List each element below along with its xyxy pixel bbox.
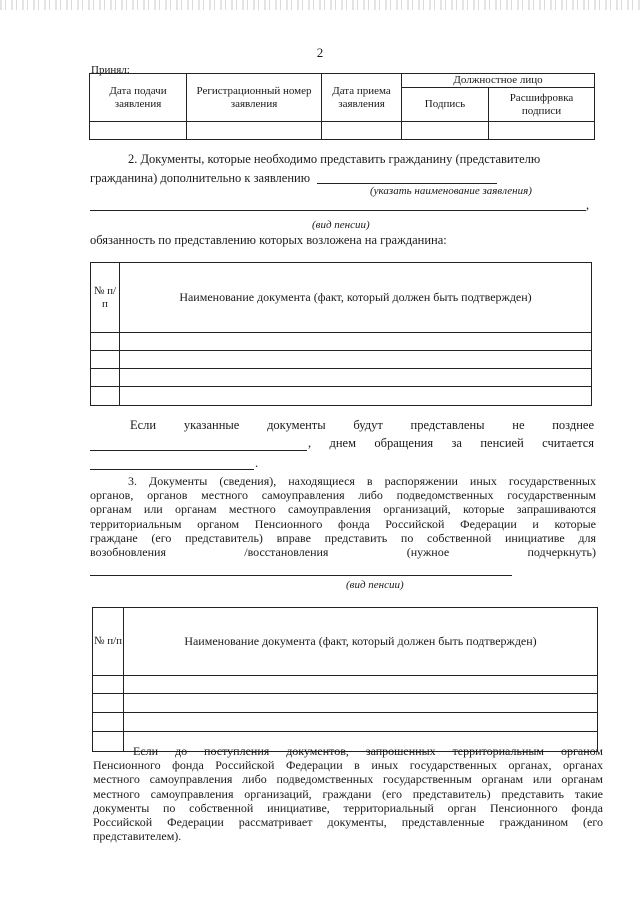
section2-line1: 2. Документы, которые необходимо представить гражданину (представителю xyxy=(128,152,541,166)
table-row xyxy=(120,369,592,387)
hint-pension-1: (вид пенсии) xyxy=(312,219,370,231)
col-doc-name: Наименование документа (факт, который должен быть подтвержден) xyxy=(120,263,592,333)
cell-empty xyxy=(402,122,489,140)
section2-line2: гражданина) дополнительно к заявлению xyxy=(90,171,311,185)
section2-line3: обязанность по представлению которых возложена на гражданина: xyxy=(90,233,447,247)
table-row xyxy=(93,713,124,732)
col-signature-decode: Расшифровка подписи xyxy=(489,88,595,122)
col-num: № п/п xyxy=(91,263,120,333)
table-row xyxy=(120,387,592,406)
application-blank xyxy=(317,183,497,184)
col-doc-name: Наименование документа (факт, который должен быть подтвержден) xyxy=(124,608,598,676)
if-paragraph-line1: Если указанные документы будут представлены не позднее xyxy=(130,418,595,432)
col-num: № п/п xyxy=(93,608,124,676)
hint-application: (указать наименование заявления) xyxy=(370,185,532,197)
col-signature: Подпись xyxy=(402,88,489,122)
comma: , xyxy=(586,198,590,212)
date-blank xyxy=(90,450,307,451)
acceptance-table xyxy=(89,73,595,140)
table-row xyxy=(93,694,124,713)
accepted-label: Принял: xyxy=(91,64,130,76)
documents-table-1 xyxy=(90,262,592,406)
col-reg-number: Регистрационный номер заявления xyxy=(187,74,322,122)
col-official: Должностное лицо xyxy=(402,74,595,88)
table-row xyxy=(120,333,592,351)
table-row xyxy=(124,676,598,694)
table-row xyxy=(91,351,120,369)
table-row xyxy=(124,713,598,732)
cell-empty xyxy=(90,122,187,140)
table-row xyxy=(91,387,120,406)
table-row xyxy=(120,351,592,369)
table-row xyxy=(91,369,120,387)
col-date-accept: Дата приема заявления xyxy=(322,74,402,122)
table-row xyxy=(91,333,120,351)
scan-noise xyxy=(0,0,640,10)
if-tail: . xyxy=(255,456,259,470)
pension-blank xyxy=(90,210,586,211)
col-date-submit: Дата подачи заявления xyxy=(90,74,187,122)
cell-empty xyxy=(489,122,595,140)
page-number: 2 xyxy=(316,45,324,60)
final-paragraph: Если до поступления документов, запрошенных территориальным органом Пенсионного фонда Российской Федерации в иных государственных органах, органах местного самоуправления либо подведомственных государственным органам или органам местного самоуправления организаций, граждани (его представитель) представить такие документы по собственной инициативе, территориальный орган Пенсионного фонда Российской Федерации рассматривает документы, представленные гражданином (его представителем). xyxy=(93,744,603,844)
section3-paragraph: 3. Документы (сведения), находящиеся в распоряжении иных государственных органов, органов местного самоуправления либо подведомственных государственным органам или органам местного самоуправления организаций, которые запрашиваются территориальным органом Пенсионного фонда Российской Федерации и которые граждане (его представитель) вправе представить по собственной инициативе для возобновления /восстановления (нужное подчеркнуть) xyxy=(90,474,596,560)
cell-empty xyxy=(187,122,322,140)
if-paragraph-line2: , днем обращения за пенсией считается xyxy=(308,436,595,450)
table-row xyxy=(124,694,598,713)
date-blank-2 xyxy=(90,469,254,470)
pension-blank-2 xyxy=(90,575,512,576)
documents-table-2 xyxy=(92,607,598,752)
hint-pension-2: (вид пенсии) xyxy=(346,579,404,591)
cell-empty xyxy=(322,122,402,140)
table-row xyxy=(93,676,124,694)
